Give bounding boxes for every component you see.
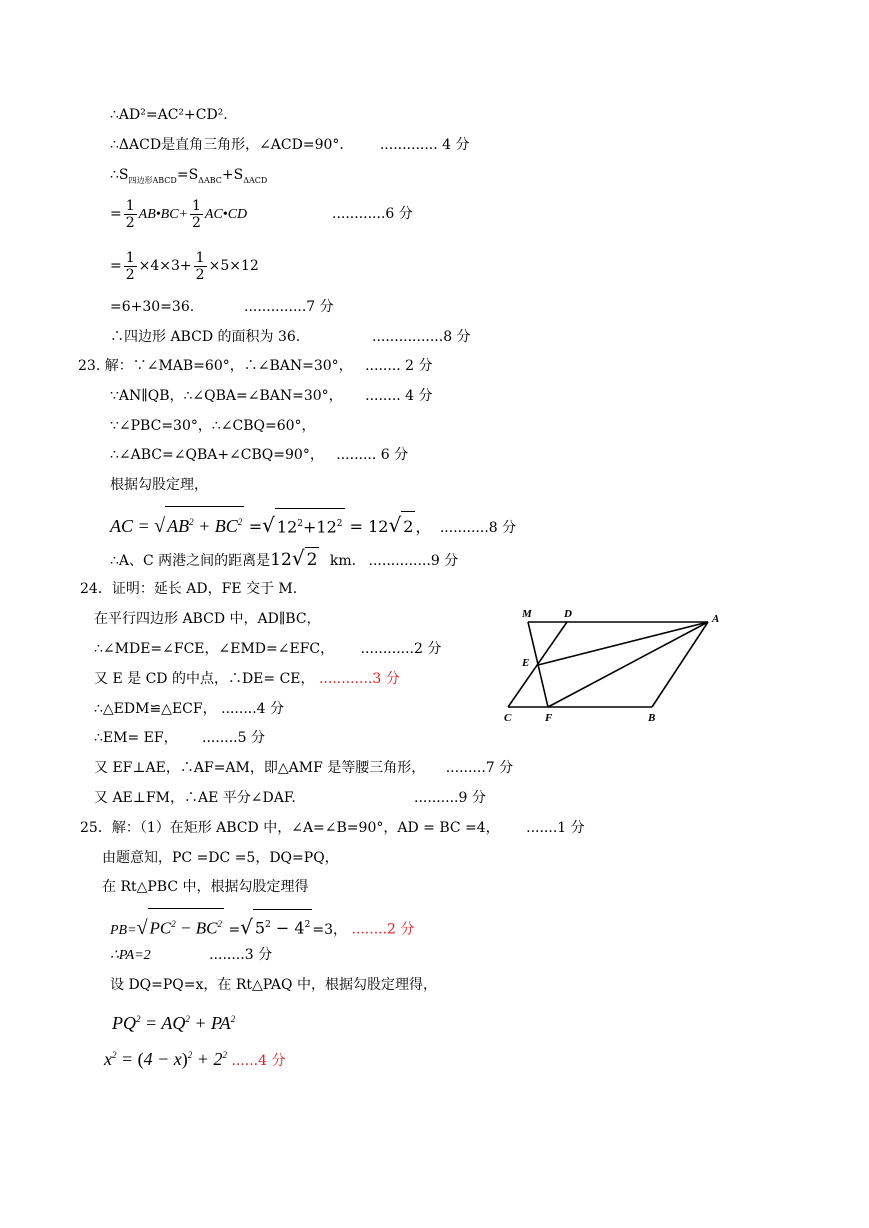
label-c: C <box>504 712 512 724</box>
formula: =√ $12^2+12^2 = 12√$ 2 ， <box>249 517 432 536</box>
line-fa <box>548 622 708 707</box>
score: ..............9 分 <box>368 553 459 569</box>
line-q23-pbc: ∵∠PBC=30°，∴∠CBQ=60°， <box>110 418 316 434</box>
line-pb-formula <box>110 908 414 946</box>
label-m: M <box>522 608 532 620</box>
unit: km. <box>329 553 357 569</box>
text: 23. 解：∵∠MAB=60°，∴∠BAN=30°， <box>78 358 353 374</box>
score: .......1 分 <box>526 820 585 836</box>
line-q23-pythag: 根据勾股定理， <box>110 477 208 493</box>
line-distance <box>110 546 458 573</box>
label-a: A <box>712 613 720 625</box>
score: ......4 分 <box>231 1053 286 1069</box>
fraction-half: $\frac{1}{2}$ <box>125 197 135 231</box>
label-b: B <box>648 712 656 724</box>
line-q23-start <box>78 357 433 375</box>
parallelogram-figure <box>500 603 730 728</box>
line-ea <box>538 622 708 665</box>
fraction-half: $\frac{1}{2}$ <box>125 249 135 283</box>
s-symbol: ∴S <box>110 167 129 183</box>
text: ∴∠ABC=∠QBA+∠CBQ=90°， <box>110 447 324 463</box>
sub-quad: 四边形ABCD <box>128 175 177 185</box>
fraction-half: $\frac{1}{2}$ <box>192 197 201 231</box>
sub-abc: ΔABC <box>198 175 222 185</box>
score: ......... 6 分 <box>336 447 409 463</box>
line-area-conclusion <box>110 328 471 346</box>
score: ........2 分 <box>351 921 415 938</box>
line-ac-formula <box>110 506 516 543</box>
score: ............2 分 <box>360 641 442 657</box>
text: AC•CD <box>204 207 248 222</box>
label-e: E <box>522 657 530 669</box>
sub-acd: ΔACD <box>243 175 268 185</box>
label-f: F <box>545 712 553 724</box>
fraction-half: $\frac{1}{2}$ <box>195 249 205 283</box>
text: ∴EM= EF， <box>94 730 178 746</box>
text: ∴∠MDE=∠FCE，∠EMD=∠EFC， <box>94 641 335 657</box>
formula: PB=√ $PC^2 - BC^2$ <box>110 923 224 938</box>
text: ∴ΔACD是直角三角形，∠ACD=90°． <box>110 137 354 153</box>
line-pa <box>110 946 272 965</box>
formula: =√ $5^2 - 4^2 =3$， <box>228 922 347 938</box>
score: ........ 2 分 <box>365 358 433 374</box>
text: ×4×3+ <box>138 258 192 274</box>
formula: $x^2 = (4 - x)^2 + 2^2$ <box>104 1049 227 1069</box>
text: ∵AN∥QB，∴∠QBA=∠BAN=30°， <box>110 388 343 404</box>
score: .........7 分 <box>445 760 514 776</box>
text: 又 AE⊥FM，∴AE 平分∠DAF. <box>94 790 296 806</box>
text: =6+30=36. <box>110 299 195 315</box>
line-q24-em-ef <box>94 729 265 747</box>
label-d: D <box>564 608 572 620</box>
text: ×5×12 <box>208 258 259 274</box>
text: 25．解：（1）在矩形 ABCD 中，∠A=∠B=90°，AD = BC =4， <box>80 820 500 836</box>
plus-s: +S <box>221 167 244 183</box>
score: ........5 分 <box>202 730 265 746</box>
score: ........4 分 <box>221 701 285 717</box>
line-q24-isosceles <box>94 759 513 777</box>
score: ............. 4 分 <box>379 137 470 153</box>
score: ............6 分 <box>332 206 413 222</box>
line-result <box>110 298 334 316</box>
text: AB•BC+ <box>138 207 188 222</box>
line-numeric: = $\frac{1}{2}$ ×4×3+ $\frac{1}{2}$ ×5×12 <box>110 249 259 283</box>
line-x-equation <box>104 1042 285 1074</box>
line-q25-given: 由题意知，PC =DC =5，DQ=PQ， <box>102 850 339 866</box>
line-right-triangle <box>110 136 470 154</box>
line-q23-abc <box>110 446 408 464</box>
eq-s: =S <box>176 167 199 183</box>
score: ................8 分 <box>372 329 471 345</box>
text: ∴四边形 ABCD 的面积为 36. <box>110 329 301 345</box>
line-q24-angles <box>94 640 441 658</box>
line-q24-parallelogram: 在平行四边形 ABCD 中，AD∥BC， <box>94 611 321 627</box>
line-pq-formula: $PQ^2 = AQ^2 + PA^2$ <box>112 1013 236 1033</box>
text: 又 E 是 CD 的中点，∴DE= CE， <box>94 671 315 687</box>
score: ........ 4 分 <box>365 388 433 404</box>
score: ..........9 分 <box>414 790 486 806</box>
formula: AC = √ $AB^2 + BC^2$ <box>110 516 244 536</box>
line-q25-start <box>80 819 585 837</box>
line-ad-squared: ∴AD²=AC²+CD². <box>110 107 228 123</box>
value: 12√ 2 <box>270 546 318 570</box>
text: ∴A、C 两港之间的距离是 <box>110 553 271 569</box>
score: ............3 分 <box>318 671 400 687</box>
score: ........3 分 <box>209 947 273 963</box>
line-q25-set-x: 设 DQ=PQ=x，在 Rt△PAQ 中，根据勾股定理得， <box>110 977 437 993</box>
line-q24-bisect <box>94 789 486 807</box>
line-half-products: = $\frac{1}{2}$ AB•BC+ $\frac{1}{2}$ AC•CD ............6 分 <box>110 197 413 231</box>
score: ..............7 分 <box>244 299 334 315</box>
text: ∴△EDM≌△ECF， <box>94 701 217 717</box>
line-q24-midpoint <box>94 670 400 688</box>
line-q23-parallel <box>110 387 433 405</box>
line-q24-congruent <box>94 700 284 718</box>
text: 又 EF⊥AE，∴AF=AM，即△AMF 是等腰三角形， <box>94 760 426 776</box>
score: ...........8 分 <box>439 520 517 536</box>
text: ∴PA=2 <box>110 948 151 963</box>
line-area-sum <box>110 166 267 190</box>
line-q25-rt-pbc: 在 Rt△PBC 中，根据勾股定理得 <box>102 879 309 895</box>
line-q24-start: 24．证明：延长 AD，FE 交于 M. <box>80 581 298 597</box>
